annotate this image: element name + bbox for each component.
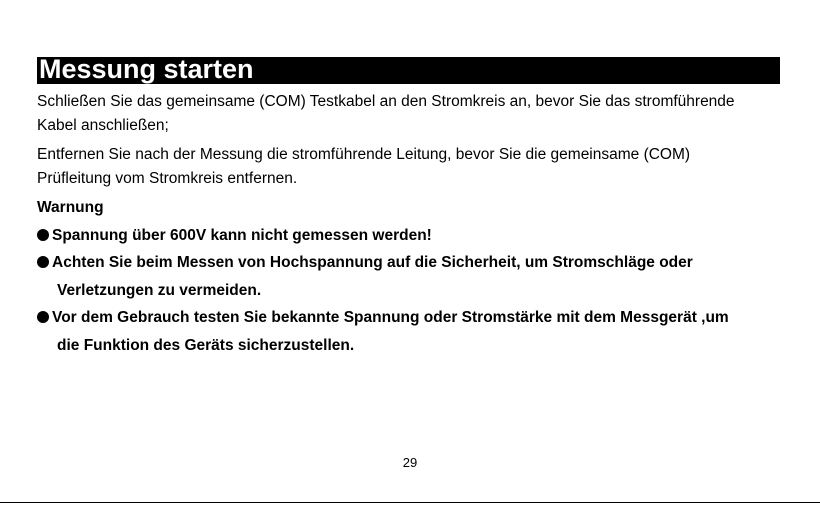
paragraph-line: Entfernen Sie nach der Messung die stromführende Leitung, bevor Sie die gemeinsame (COM) [37,146,691,163]
paragraph-line: Kabel anschließen; [37,117,169,134]
warning-line: Achten Sie beim Messen von Hochspannung auf die Sicherheit, um Stromschläge oder [52,254,693,271]
bullet-icon [37,256,49,268]
warning-item [37,304,729,360]
bullet-icon [37,311,49,323]
warning-title: Warnung [37,199,104,216]
bullet-icon [37,229,49,241]
paragraph-line: Schließen Sie das gemeinsame (COM) Testkabel an den Stromkreis an, bevor Sie das stromführende [37,93,735,110]
section-heading-bar [37,54,780,84]
paragraph-disconnect [37,143,690,191]
section-heading: Messung starten [39,54,254,84]
warning-line: die Funktion des Geräts sicherzustellen. [57,337,355,354]
page-number: 29 [402,455,418,470]
warning-item [37,222,432,250]
bottom-divider [0,502,820,503]
paragraph-connect [37,90,735,138]
warning-item [37,249,693,305]
warning-line: Verletzungen zu vermeiden. [57,282,262,299]
warning-line: Spannung über 600V kann nicht gemessen werden! [52,227,432,244]
paragraph-line: Prüfleitung vom Stromkreis entfernen. [37,170,298,187]
warning-line: Vor dem Gebrauch testen Sie bekannte Spannung oder Stromstärke mit dem Messgerät ,um [52,309,729,326]
